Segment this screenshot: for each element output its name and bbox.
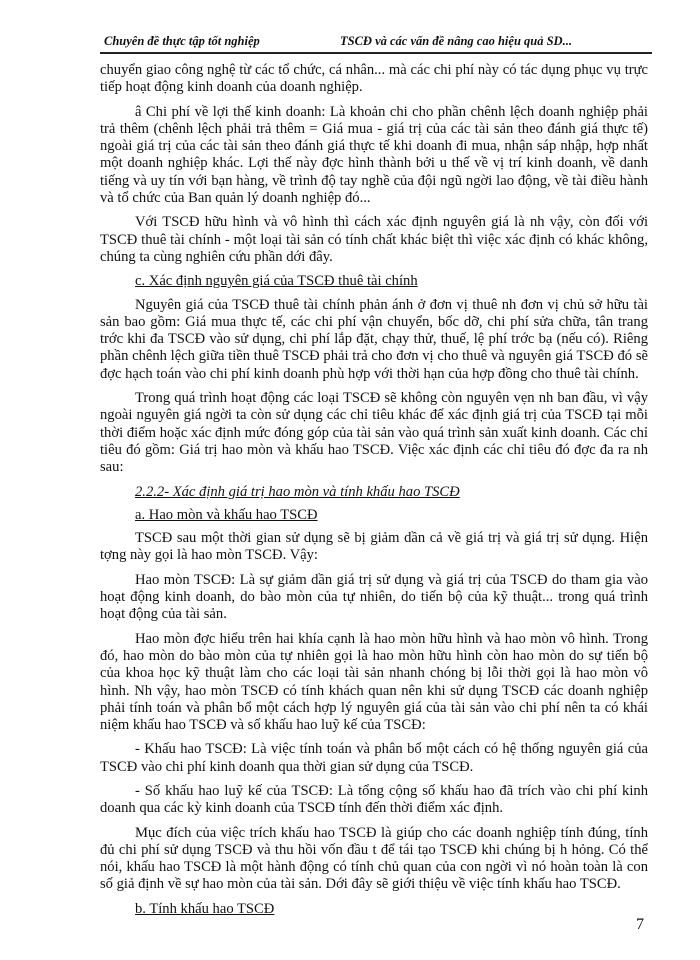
paragraph-transition: Với TSCĐ hữu hình và vô hình thì cách xác định nguyên giá là nh vậy, còn đối với TSCĐ thuê tài chính - một loại tài sản có tính chất khác biệt thì việc xác định có khác không, chúng ta cùng nghiên cứu phần dới đây. xyxy=(100,214,648,265)
paragraph-accumulated-depreciation: - Số khấu hao luỹ kế của TSCĐ: Là tổng cộng số khấu hao đã trích vào chi phí kinh doanh qua các kỳ kinh doanh của TSCĐ tính đến thời điểm xác định. xyxy=(100,782,648,817)
paragraph-wear-definition: Hao mòn TSCĐ: Là sự giảm dần giá trị sử dụng và giá trị của TSCĐ do tham gia vào hoạt động kinh doanh, do bào mòn của tự nhiên, do tiến bộ của kỹ thuật... trong quá trình hoạt động của tài sản. xyxy=(100,571,648,623)
document-body xyxy=(100,62,648,924)
paragraph-depreciation-definition: - Khấu hao TSCĐ: Là việc tính toán và phân bổ một cách có hệ thống nguyên giá của TSCĐ vào chi phí kinh doanh qua thời gian sử dụng của TSCĐ. xyxy=(100,741,648,775)
paragraph-continuation: chuyển giao công nghệ từ các tổ chức, cá nhân... mà các chi phí này có tác dụng phục vụ trực tiếp hoạt động kinh doanh của doanh nghiệp. xyxy=(100,62,648,96)
page-header xyxy=(100,30,652,54)
section-heading-c: c. Xác định nguyên giá của TSCĐ thuê tài chính xyxy=(135,273,418,290)
paragraph-wear-types: Hao mòn đợc hiểu trên hai khía cạnh là hao mòn hữu hình và hao mòn vô hình. Trong đó, hao mòn do bào mòn của tự nhiên gọi là hao mòn hữu hình còn hao mòn do sự tiến bộ của khoa học kỹ thuật làm cho các loại tài sản nhanh chóng bị lỗi thời gọi là hao mòn vô hình. Nh vậy, hao mòn TSCĐ có tính khách quan nên khi sử dụng TSCĐ các doanh nghiệp phải tính toán và phân bổ một cách hợp lý nguyên giá của tài sản vào chi phí nên ta có khái niệm khấu hao TSCĐ và số khấu hao luỹ kế của TSCĐ: xyxy=(100,630,648,734)
paragraph-depreciation-purpose: Mục đích của việc trích khấu hao TSCĐ là giúp cho các doanh nghiệp tính đúng, tính đủ chi phí sử dụng TSCĐ và thu hồi vốn đầu t để tái tạo TSCĐ khi chúng bị h hỏng. Có thể nói, khấu hao TSCĐ là một hành động có tính chủ quan của con ngời vì nó hoàn toàn là con số giả định về sự hao mòn của tài sản. Dới đây sẽ giới thiệu về việc tính khấu hao TSCĐ. xyxy=(100,824,648,893)
section-heading-b: b. Tính khấu hao TSCĐ xyxy=(135,900,275,917)
page-number: 7 xyxy=(636,916,644,933)
section-heading-2-2-2: 2.2.2- Xác định giá trị hao mòn và tính khấu hao TSCĐ xyxy=(135,483,460,500)
paragraph-finance-lease-cost: Nguyên giá của TSCĐ thuê tài chính phản ánh ở đơn vị thuê nh đơn vị chủ sở hữu tài sản bao gồm: Giá mua thực tế, các chi phí vận chuyển, bốc dỡ, chi phí sửa chữa, tân trang trớc khi đa TSCĐ vào sử dụng, chi phí lắp đặt, chạy thử, thuế, lệ phí trớc bạ (nếu có). Riêng phần chênh lệch giữa tiền thuê TSCĐ phải trả cho đơn vị cho thuê và nguyên giá TSCĐ đó sẽ đợc hạch toán vào chi phí kinh doanh phù hợp với thời hạn của hợp đồng cho thuê tài chính. xyxy=(100,296,648,382)
paragraph-wear-intro: TSCĐ sau một thời gian sử dụng sẽ bị giảm dần cả về giá trị và giá trị sử dụng. Hiện tợng này gọi là hao mòn TSCĐ. Vậy: xyxy=(100,530,648,564)
header-title-left: Chuyên đề thực tập tốt nghiệp xyxy=(104,34,260,48)
paragraph-goodwill-cost: â Chi phí về lợi thế kinh doanh: Là khoản chi cho phần chênh lệch doanh nghiệp phải trả thêm (chênh lệch phải trả thêm = Giá mua - giá trị của các tài sản theo đánh giá thực tế) ngoài giá trị của các tài sản theo đánh giá thực tế khi doanh đi mua, nhận sáp nhập, hợp nhất một doanh nghiệp khác. Lợi thế này đợc hình thành bởi u thế về vị trí kinh doanh, về danh tiếng và uy tín với bạn hàng, về trình độ tay nghề của đội ngũ ngời lao động, về tài điều hành và tổ chức của Ban quản lý doanh nghiệp đó... xyxy=(100,103,648,207)
section-heading-a: a. Hao mòn và khấu hao TSCĐ xyxy=(135,506,318,523)
header-title-right: TSCĐ và các vấn đề nâng cao hiệu quả SD... xyxy=(340,34,572,48)
paragraph-indicators: Trong quá trình hoạt động các loại TSCĐ sẽ không còn nguyên vẹn nh ban đầu, vì vậy ngoài nguyên giá ngời ta còn sử dụng các chỉ tiêu khác để xác định giá trị của TSCĐ tại mỗi thời điểm hoặc xác định mức đóng góp của tài sản vào quá trình sản xuất kinh doanh. Các chỉ tiêu đó gồm: Giá trị hao mòn và khấu hao TSCĐ. Việc xác định các chỉ tiêu đó đợc đa ra nh sau: xyxy=(100,390,648,476)
